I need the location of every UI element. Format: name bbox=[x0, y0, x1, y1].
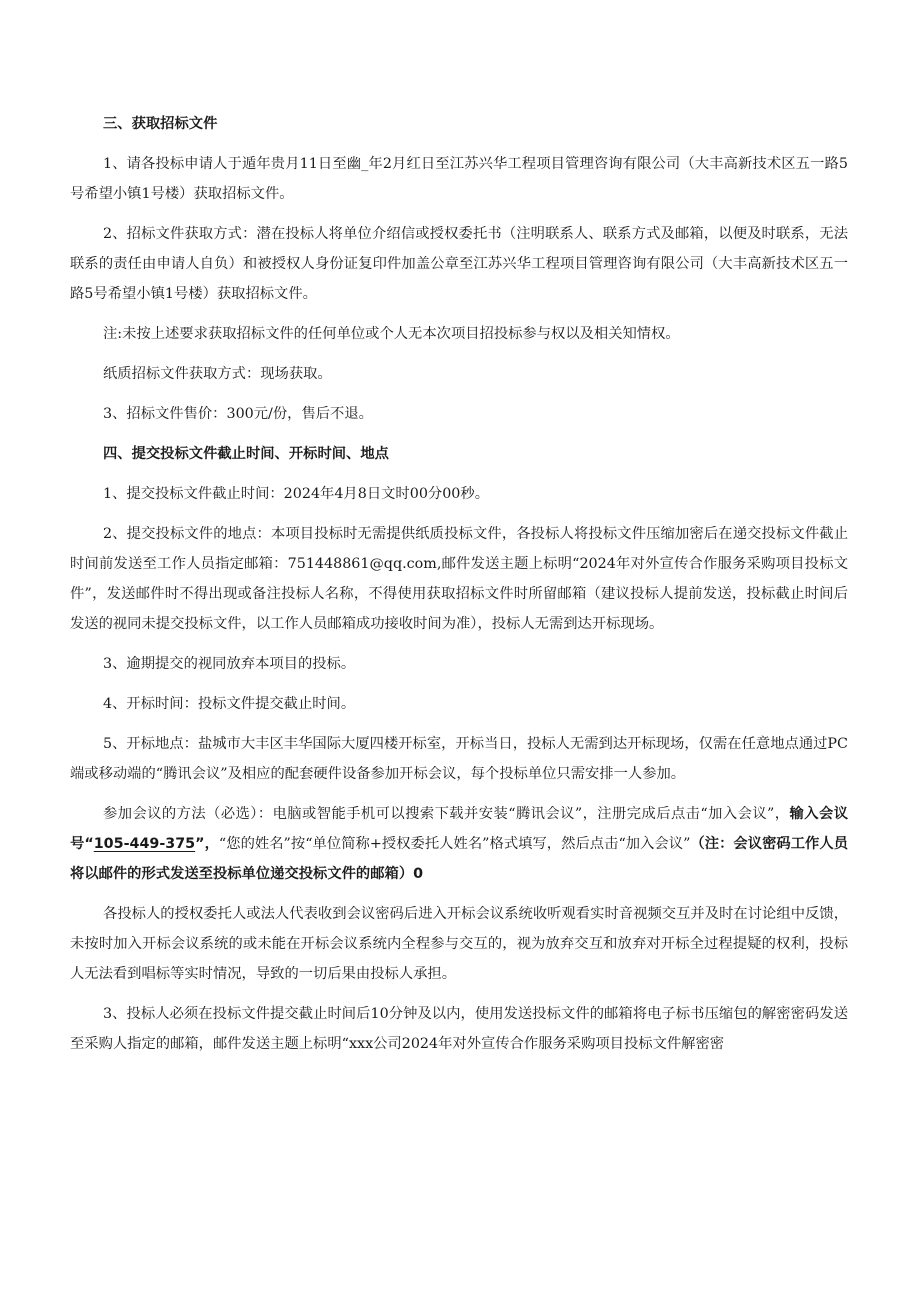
meeting-id-suffix: ”， bbox=[195, 836, 219, 852]
section-4-paragraph-4: 4、开标时间：投标文件提交截止时间。 bbox=[103, 696, 356, 712]
meeting-method-intro: 参加会议的方法（必选）：电脑或智能手机可以搜索下载并安装“腾讯会议”，注册完成后点击“加入会议”， bbox=[103, 806, 790, 822]
meeting-method-paragraph bbox=[70, 799, 848, 889]
section-4-heading: 四、提交投标文件截止时间、开标时间、地点 bbox=[103, 446, 389, 462]
section-3-paragraph-1: 1、请各投标申请人于遁年贵月11日至幽_年2月红日至江苏兴华工程项目管理咨询有限公司（大丰高新技术区五一路5号希望小镇1号楼）获取招标文件。 bbox=[70, 156, 848, 202]
section-3-paragraph-2: 2、招标文件获取方式：潜在投标人将单位介绍信或授权委托书（注明联系人、联系方式及邮箱，以便及时联系，无法联系的责任由申请人自负）和被授权人身份证复印件加盖公章至江苏兴华工程项目管理咨询有限公司（大丰高新技术区五一路5号希望小镇1号楼）获取招标文件。 bbox=[70, 226, 848, 302]
meeting-id-prefix: 输入会议号“ bbox=[70, 806, 848, 852]
section-4-paragraph-6: 3、投标人必须在投标文件提交截止时间后10分钟及以内，使用发送投标文件的邮箱将电子标书压缩包的解密密码发送至采购人指定的邮箱，邮件发送主题上标明“xxx公司2024年对外宣传合作服务采购项目投标文件解密密 bbox=[70, 1006, 848, 1052]
section-3-note: 注:未按上述要求获取招标文件的任何单位或个人无本次项目招投标参与权以及相关知情权。 bbox=[103, 326, 680, 342]
section-4-paragraph-2: 2、提交投标文件的地点：本项目投标时无需提供纸质投标文件，各投标人将投标文件压缩加密后在递交投标文件截止时间前发送至工作人员指定邮箱：751448861@qq.com,邮件发送主题上标明“2024年对外宣传合作服务采购项目投标文件”，发送邮件时不得出现或备注投标人名称，不得使用获取招标文件时所留邮箱（建议投标人提前发送，投标截止时间后发送的视同未提交投标文件，以工作人员邮箱成功接收时间为准），投标人无需到达开标现场。 bbox=[70, 526, 848, 632]
meeting-id: 105-449-375 bbox=[93, 836, 196, 852]
section-4-rights-paragraph: 各投标人的授权委托人或法人代表收到会议密码后进入开标会议系统收听观看实时音视频交互并及时在讨论组中反馈，未按时加入开标会议系统的或未能在开标会议系统内全程参与交互的，视为放弃交互和放弃对开标全过程提疑的权利，投标人无法看到唱标等实时情况，导致的一切后果由投标人承担。 bbox=[70, 906, 848, 982]
section-4-paragraph-1: 1、提交投标文件截止时间：2024年4月8日文时00分00秒。 bbox=[103, 486, 489, 502]
section-3-paragraph-3: 3、招标文件售价：300元/份，售后不退。 bbox=[103, 406, 373, 422]
section-3-heading: 三、获取招标文件 bbox=[103, 116, 218, 132]
meeting-name-format: “您的姓名”按“单位简称+授权委托人姓名”格式填写，然后点击“加入会议” bbox=[218, 836, 691, 852]
document-body bbox=[70, 109, 848, 1069]
meeting-password-note: （注：会议密码工作人员将以邮件的形式发送至投标单位递交投标文件的邮箱）0 bbox=[70, 836, 849, 882]
section-4-paragraph-5: 5、开标地点：盐城市大丰区丰华国际大厦四楼开标室，开标当日，投标人无需到达开标现场，仅需在任意地点通过PC端或移动端的“腾讯会议”及相应的配套硬件设备参加开标会议，每个投标单位只需安排一人参加。 bbox=[70, 736, 848, 782]
section-3-paper-method: 纸质招标文件获取方式：现场获取。 bbox=[103, 366, 332, 382]
section-4-paragraph-3: 3、逾期提交的视同放弃本项目的投标。 bbox=[103, 656, 356, 672]
